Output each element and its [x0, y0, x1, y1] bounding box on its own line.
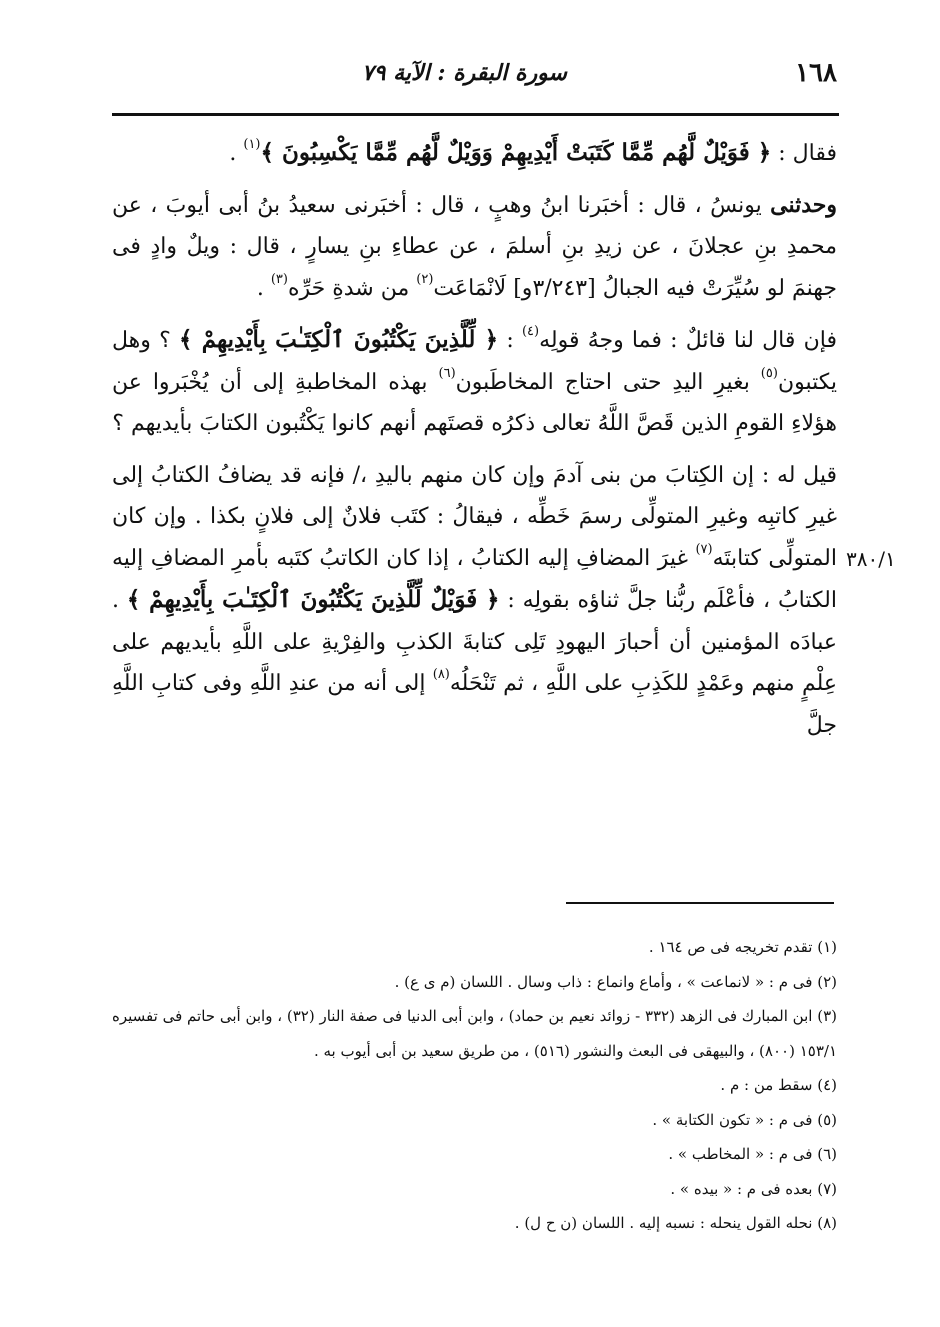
text-run: من شدةِ حَرِّه	[287, 275, 417, 301]
main-text	[112, 132, 837, 746]
footnote-marker: (٦)	[438, 365, 456, 381]
footnote-7: (٧) بعده فى م : « بيده » .	[670, 1179, 837, 1198]
text-run: . عبادَه المؤمنين أن أحبارَ اليهودِ تَلِى كتابةَ الكذبِ والفِرْيةِ على اللَّهِ بأيديهم على عِلْمٍ منهم وعَمْدٍ للكَذِبِ على اللَّهِ ، ثم تَنْحَلُه	[112, 588, 837, 696]
footnote-8: (٨) نحله القول ينحله : نسبه إليه . اللسان (ن ح ل) .	[514, 1214, 837, 1232]
running-title: سورة البقرة : الآية ٧٩	[361, 60, 567, 86]
footnotes	[112, 930, 837, 1241]
text-run: غيرَ المضافِ إليه الكتابُ ، إذا كان الكاتبُ كتَبه بأمرِ المضافِ إليه الكتابُ ، فأعْلَم ربُّنا جلَّ ثناؤه بقولِه :	[112, 545, 837, 613]
footnote-marker: (٨)	[432, 667, 450, 682]
margin-page-reference: ٣٨٠/١	[846, 547, 896, 571]
quran-verse: ﴿ فَوَيْلٌ لِّلَّذِينَ يَكْتُبُونَ ٱلْكِتَـٰبَ بِأَيْدِيهِمْ ﴾	[126, 586, 500, 613]
manuscript-reference: [٣/٢٤٣و]	[513, 275, 596, 301]
text-run: لَانْمَاعَت	[433, 275, 514, 301]
text-run: ؟ وهل يكتبون	[112, 328, 838, 395]
footnote-1: (١) تقدم تخريجه فى ص ١٦٤ .	[648, 938, 837, 956]
footnote-marker: (٥)	[760, 365, 778, 381]
page-number: ١٦٨	[795, 58, 837, 88]
paragraph-4	[112, 455, 837, 747]
footnote-marker: (٢)	[416, 271, 434, 287]
text-run: بهذه المخاطبةِ إلى أن يُخْبَروا عن هؤلاءِ القومِ الذين قَصَّ اللَّهُ تعالى ذكرُه قصتَهم أنهم كانوا يَكْتُبون الكتابَ بأيديهم ؟	[112, 369, 837, 436]
footnote-3: (٣) ابن المبارك فى الزهد (٣٣٢ - زوائد نعيم بن حماد) ، وابن أبى الدنيا فى صفة النار (٣٢) ، وابن أبى حاتم فى تفسيره ١٥٣/١ (٨٠٠) ، والبيهقى فى البعث والنشور (٥١٦) ، من طريق سعيد بن أبى أيوب به .	[112, 1007, 838, 1060]
text-run: .	[229, 141, 244, 166]
footnote-4: (٤) سقط من : م .	[720, 1076, 837, 1094]
paragraph-lead: وحدثنى	[770, 191, 837, 218]
footnote-rule	[566, 902, 834, 904]
footnote-marker: (٣)	[270, 271, 288, 287]
paragraph-lead: فقال :	[771, 141, 837, 166]
paragraph-3	[112, 319, 837, 445]
text-run: فإن قال لنا قائلٌ : فما وجهُ قولِه	[539, 328, 837, 353]
footnote-6: (٦) فى م : « المخاطب » .	[668, 1145, 837, 1163]
footnote-marker: (١)	[243, 137, 261, 152]
text-run: .	[256, 275, 271, 301]
text-run: إلى أنه من عندِ اللَّهِ وفى كتابِ اللَّهِ جلَّ	[112, 671, 837, 738]
footnote-marker: (٤)	[521, 324, 540, 339]
quran-verse: ﴿ فَوَيْلٌ لَّهُم مِّمَّا كَتَبَتْ أَيْدِيهِمْ وَوَيْلٌ لَّهُم مِّمَّا يَكْسِبُونَ ﴾	[260, 139, 772, 166]
footnote-5: (٥) فى م : « تكون الكتابة » .	[652, 1110, 837, 1129]
text-run: قيل له : إن الكِتابَ من بنى آدمَ وإن كان منهم باليدِ ،/ فإنه قد يضافُ الكتابُ إلى غيرِ كاتبِه وغيرِ المتولِّى رسمَ خَطِّه ، فيقالُ : كتَب فلانٌ إلى فلانٍ بكذا . وإن كان المتولِّى كتابتَه	[112, 462, 837, 571]
text-run: يونسُ ، قال : أخبَرنا ابنُ وهبٍ ، قال : أخبَرنى سعيدُ بنُ أبى أيوبَ ، عن محمدِ بنِ عجلانَ ، عن زيدِ بنِ أسلمَ ، عن عطاءِ بنِ يسارٍ ، قال : ويلٌ وادٍ فى جهنمَ لو سُيِّرَتْ فيه الجبالُ	[112, 192, 837, 301]
header-rule	[112, 113, 839, 116]
footnote-2: (٢) فى م : « لانماعت » ، وأماع وانماع : ذاب وسال . اللسان (م ى ع) .	[394, 972, 837, 991]
paragraph-1	[112, 132, 837, 175]
text-run: بغيرِ اليدِ حتى احتاج المخاطَبون	[455, 369, 761, 395]
text-run: :	[498, 328, 522, 353]
paragraph-2	[112, 185, 837, 310]
page-header	[112, 56, 837, 96]
quran-verse: ﴿ لِّلَّذِينَ يَكْتُبُونَ ٱلْكِتَـٰبَ بِأَيْدِيهِمْ ﴾	[179, 326, 499, 353]
footnote-marker: (٧)	[695, 541, 713, 557]
